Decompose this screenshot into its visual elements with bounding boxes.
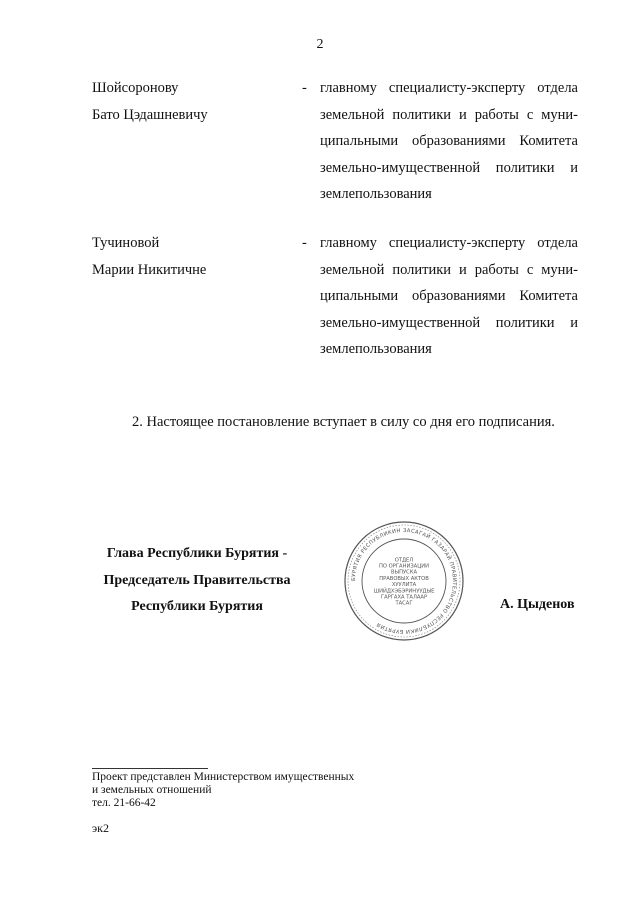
position-line: главному специалисту-эксперту отдела (320, 80, 578, 96)
position-line: ципальными образованиями Комитета (320, 288, 578, 304)
awardee-name (92, 233, 292, 287)
awardee-surname: Тучиновой (92, 235, 160, 251)
document-code: эк2 (92, 821, 109, 835)
awardee-position (320, 233, 578, 366)
seal-center-line: ГАРГАХА ТАЛААР (380, 594, 428, 601)
awardee-surname: Шойсоронову (92, 80, 179, 96)
awardee-name (92, 78, 292, 132)
page-number: 2 (316, 37, 324, 52)
seal-center-line: ВЫПУСКА (390, 569, 418, 576)
seal-center-line: ПРАВОВЫХ АКТОВ (379, 575, 429, 582)
footnote-line: Проект представлен Министерством имущественных (92, 771, 355, 783)
seal-ring-text: БУРЯТИЯ РЕСПУБЛИКИН ЗАСАГАЙ ГАЗАРАЙ ПРАВИТЕЛЬСТВО РЕСПУБЛИКИ БУРЯТИЯ (350, 527, 458, 635)
seal-center-line: ПО ОРГАНИЗАЦИИ (378, 563, 430, 570)
position-line: ципальными образованиями Комитета (320, 133, 578, 149)
signature-title-line: Республики Бурятия (131, 599, 263, 614)
seal-center-line: ТАСАГ (395, 600, 413, 607)
signature-title (92, 544, 302, 624)
position-line: главному специалисту-эксперту отдела (320, 235, 578, 251)
signature-title-line: Глава Республики Бурятия - (106, 546, 288, 561)
position-line: земельной политики и работы с муни- (320, 106, 578, 123)
footnote-line: и земельных отношений (92, 784, 212, 796)
position-line: земельно-имущественной политики и (320, 314, 578, 331)
footnote (92, 771, 354, 810)
clause-2: 2. Настоящее постановление вступает в силу со дня его подписания. (132, 414, 555, 430)
awardee-position (320, 78, 578, 211)
position-line: землепользования (320, 341, 432, 357)
footnote-line: тел. 21-66-42 (92, 797, 156, 809)
dash: - (302, 235, 307, 251)
signer-name: А. Цыденов (500, 597, 575, 612)
awardee-given-names: Марии Никитичне (92, 262, 207, 278)
official-seal (343, 520, 465, 642)
awardee-given-names: Бато Цэдашневичу (92, 107, 208, 123)
seal-center-line: ХУУЛИТА (391, 582, 417, 589)
dash: - (302, 80, 307, 96)
seal-center-line: ШИЙДХЭБЭРИНУУДЫЕ (373, 588, 435, 595)
seal-center-line: ОТДЕЛ (394, 557, 414, 564)
position-line: землепользования (320, 186, 432, 202)
position-line: земельной политики и работы с муни- (320, 261, 578, 278)
footnote-divider (92, 768, 208, 769)
position-line: земельно-имущественной политики и (320, 159, 578, 176)
signature-title-line: Председатель Правительства (103, 572, 291, 588)
